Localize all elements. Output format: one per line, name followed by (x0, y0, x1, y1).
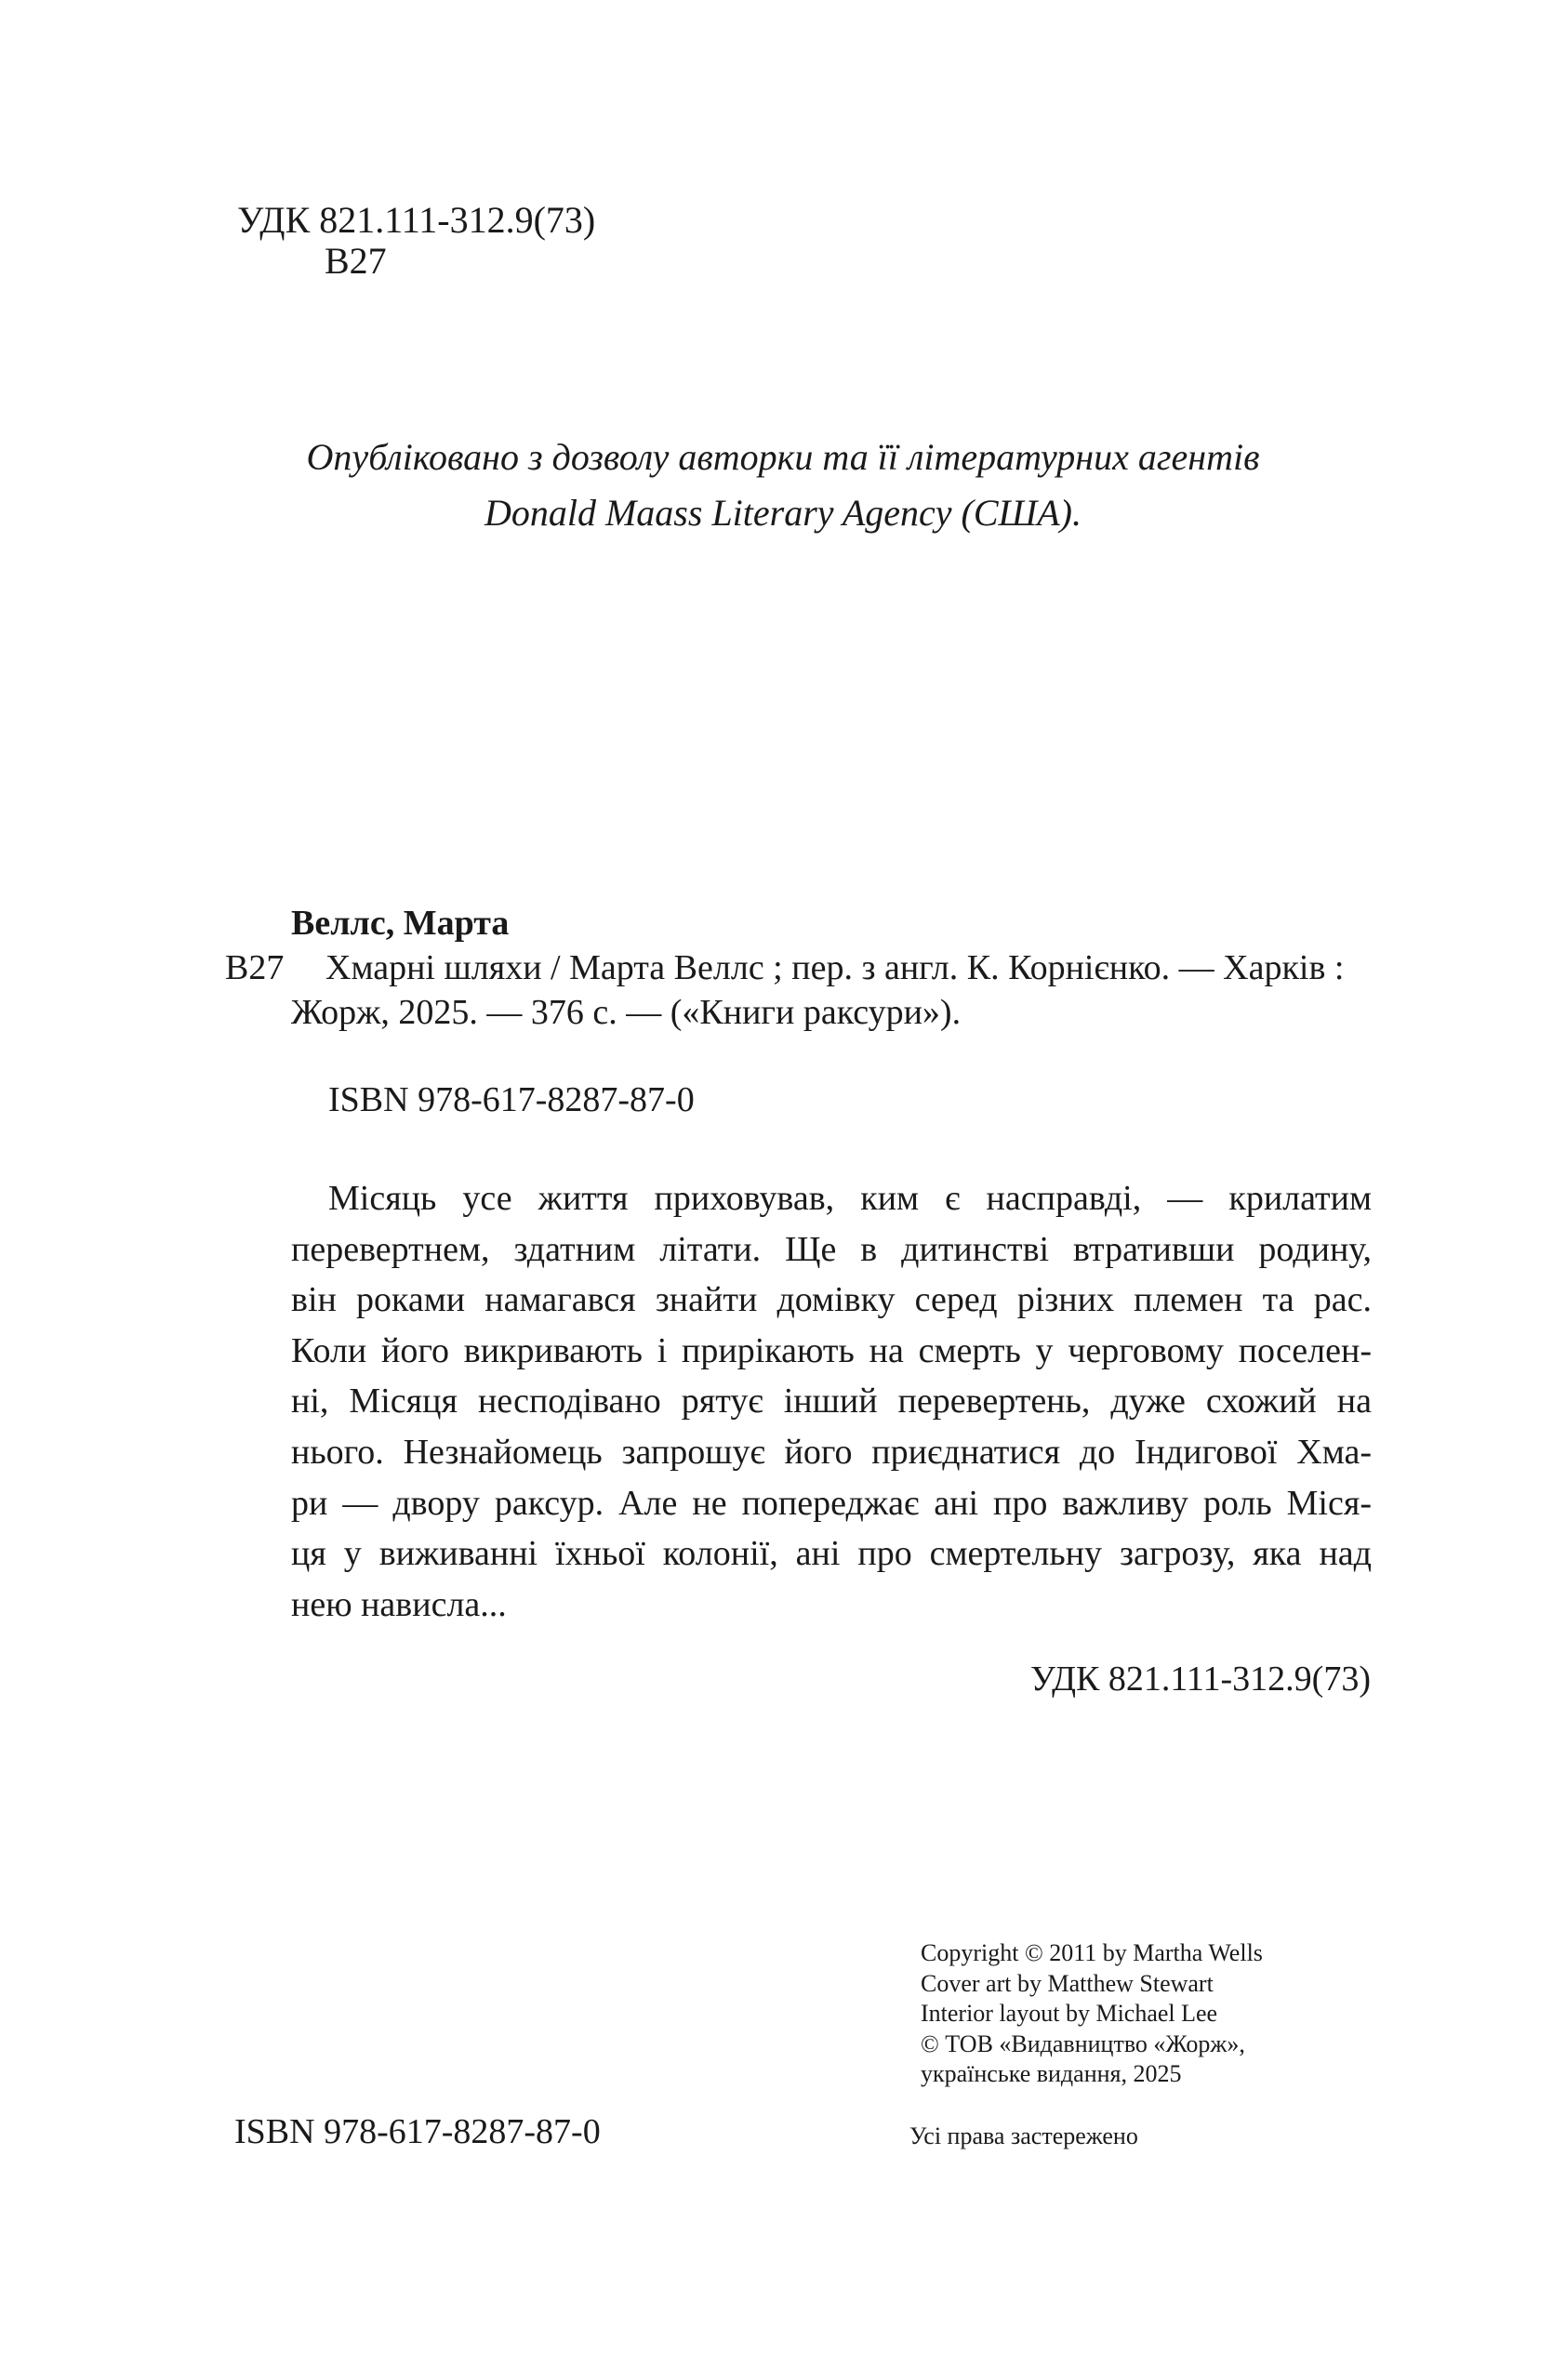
annotation-line: ні, Місяця несподівано рятує інший перевертень, дуже схожий на (291, 1382, 1372, 1421)
annotation-line: ри — двору раксур. Але не попереджає ані про важливу роль Міся- (291, 1483, 1372, 1523)
catalog-description-line-1: Хмарні шляхи / Марта Веллс ; пер. з англ. К. Корнієнко. — Харків : (325, 948, 1345, 987)
annotation-line: він роками намагався знайти домівку серед різних племен та рас. (291, 1280, 1372, 1320)
annotation-line: нею нависла... (291, 1584, 507, 1624)
udk-footer: УДК 821.111-312.9(73) (1030, 1659, 1371, 1699)
annotation (291, 1173, 1372, 1630)
catalog-description-line-2: Жорж, 2025. — 376 с. — («Книги раксури»). (291, 993, 962, 1032)
catalog-isbn: ISBN 978-617-8287-87-0 (328, 1080, 695, 1119)
credit-line: © ТОВ «Видавництво «Жорж», (921, 2030, 1245, 2057)
udk-code: УДК 821.111-312.9(73) (237, 199, 596, 241)
isbn-footer: ISBN 978-617-8287-87-0 (234, 2112, 601, 2151)
annotation-line: перевертнем, здатним літати. Ще в дитинстві втративши родину, (291, 1229, 1372, 1269)
credit-line: українське видання, 2025 (921, 2060, 1182, 2087)
permission-line-1: Опубліковано з дозволу авторки та її літературних агентів (306, 436, 1260, 478)
credit-line: Interior layout by Michael Lee (921, 2000, 1218, 2027)
annotation-line: ця у виживанні їхньої колонії, ані про смертельну загрозу, яка над (291, 1534, 1372, 1574)
permission-notice (0, 430, 1566, 541)
copyright-credits (921, 1938, 1263, 2090)
annotation-line: Місяць усе життя приховував, ким є насправді, — крилатим (328, 1179, 1372, 1218)
catalog-code: В27 (225, 948, 285, 987)
permission-line-2: Donald Maass Literary Agency (США). (484, 492, 1082, 534)
annotation-line: Коли його викривають і прирікають на смерть у черговому поселен- (291, 1330, 1372, 1370)
catalog-author: Веллс, Марта (291, 904, 510, 943)
credit-line: Copyright © 2011 by Martha Wells (921, 1939, 1263, 1966)
udk-header (237, 200, 595, 282)
rights-reserved: Усі права застережено (909, 2122, 1138, 2149)
author-code: В27 (325, 240, 387, 282)
annotation-line: нього. Незнайомець запрошує його приєднатися до Індигової Хма- (291, 1432, 1372, 1472)
credit-line: Cover art by Matthew Stewart (921, 1969, 1214, 1997)
